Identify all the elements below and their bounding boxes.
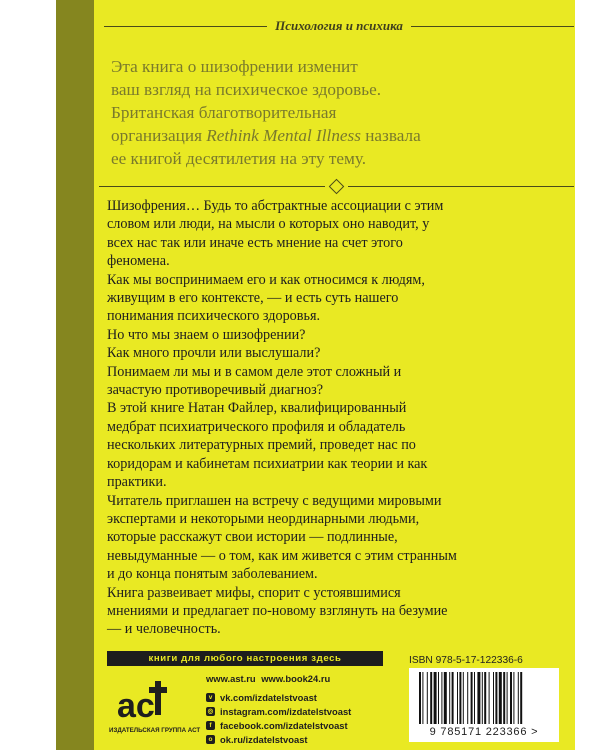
facebook-icon: f xyxy=(206,721,215,730)
cover-content xyxy=(94,0,575,750)
intro-blurb xyxy=(111,55,541,170)
website-links[interactable]: www.ast.ru www.book24.ru xyxy=(206,673,331,684)
isbn-label: ISBN 978-5-17-122336-6 xyxy=(409,655,523,666)
social-links xyxy=(206,690,386,746)
intro-line: ваш взгляд на психическое здоровье. xyxy=(111,80,382,99)
social-url: ok.ru/izdatelstvoast xyxy=(220,733,308,745)
intro-line: ее книгой десятилетия на эту тему. xyxy=(111,149,367,168)
intro-line: Британская благотворительная xyxy=(111,103,337,122)
social-url: facebook.com/izdatelstvoast xyxy=(220,719,348,731)
header-rule-left xyxy=(104,26,267,27)
intro-text: назвала xyxy=(360,126,421,145)
publisher-caption: ИЗДАТЕЛЬСКАЯ ГРУППА АСТ xyxy=(109,727,201,734)
organization-name: Rethink Mental Illness xyxy=(206,126,361,145)
instagram-icon: ◎ xyxy=(207,707,214,715)
intro-line xyxy=(111,124,541,147)
series-header xyxy=(104,14,574,38)
section-divider xyxy=(99,180,574,192)
publisher-logo xyxy=(109,671,201,741)
spine-band xyxy=(56,0,94,750)
publisher-links xyxy=(206,671,386,746)
social-link-ok[interactable] xyxy=(206,732,386,746)
divider-line xyxy=(99,186,325,187)
description-paragraph: Но что мы знаем о шизофрении? xyxy=(107,326,306,343)
barcode xyxy=(409,668,559,742)
social-url: instagram.com/izdatelstvoast xyxy=(220,705,352,717)
vk-icon: v xyxy=(206,693,215,702)
description-paragraph: Понимаем ли мы и в самом деле этот сложный и зачастую противоречивый диагноз? xyxy=(107,363,402,399)
social-link-instagram[interactable] xyxy=(206,704,386,718)
ast-logo-icon xyxy=(115,673,175,723)
svg-text:ac: ac xyxy=(117,687,155,723)
divider-line xyxy=(348,186,574,187)
social-url: vk.com/izdatelstvoast xyxy=(220,691,317,703)
diamond-ornament xyxy=(329,178,345,194)
description-paragraph: В этой книге Натан Файлер, квалифицированный медбрат психиатрического профиля и обладатель нескольких литературных премий, проведет нас по коридорам и кабинетам психиатрии как теории и как практики. xyxy=(107,400,428,491)
intro-text: организация xyxy=(111,126,207,145)
series-title: Психология и психика xyxy=(275,18,403,33)
description-paragraph: Книга развеивает мифы, спорит с устоявшимися мнениями и предлагает по-новому взглянуть на безумие — и человечность. xyxy=(107,584,448,638)
description-paragraph: Как мы воспринимаем его и как относимся к людям, живущим в его контексте, — и есть суть нашего понимания психического здоровья. xyxy=(107,271,425,325)
barcode-bars xyxy=(419,672,549,726)
barcode-number: 9 785171 223366 > xyxy=(429,726,539,738)
social-link-vk[interactable] xyxy=(206,690,386,704)
header-rule-right xyxy=(411,26,574,27)
intro-line: Эта книга о шизофрении изменит xyxy=(111,57,358,76)
description xyxy=(107,197,457,639)
tagline-bar: книги для любого настроения здесь xyxy=(107,651,383,666)
description-paragraph: Как много прочли или выслушали? xyxy=(107,345,321,362)
social-link-facebook[interactable] xyxy=(206,718,386,732)
description-paragraph: Шизофрения… Будь то абстрактные ассоциации с этим словом или люди, на мысли о которых оно наводит, у всех нас так или иначе есть мнение на счет этого феномена. xyxy=(107,198,444,270)
description-paragraph: Читатель приглашен на встречу с ведущими мировыми экспертами и некоторыми неординарными людьми, которые расскажут свои истории — подлинные, невыдуманные — о том, как им живется с этим странным и до конца понятым заболеванием. xyxy=(107,492,457,583)
odnoklassniki-icon: o xyxy=(206,735,215,744)
